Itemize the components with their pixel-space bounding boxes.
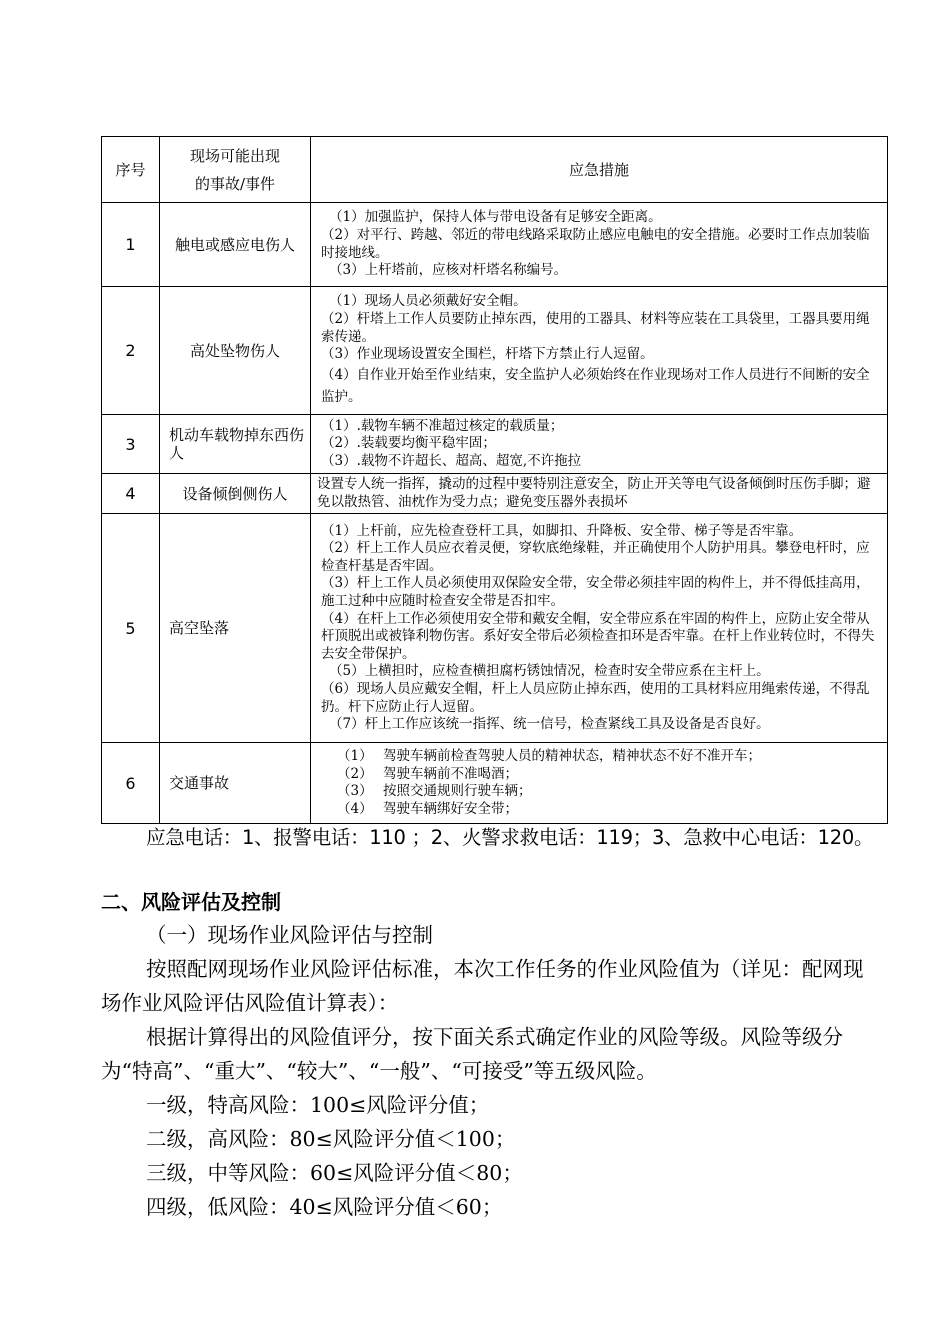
header-event-line2: 的事故/事件: [194, 174, 276, 193]
row-no: 1: [102, 203, 160, 287]
row-measures: [311, 474, 888, 514]
measure-item: （1）加强监护，保持人体与带电设备有足够安全距离。: [329, 209, 662, 226]
measure-item: （2）杆塔上工作人员要防止掉东西，使用的工器具、材料等应装在工具袋里，工器具要用绳索传递。: [321, 310, 870, 345]
table-row: [102, 287, 888, 415]
table-header-row: [102, 137, 888, 203]
row-measures: [311, 203, 888, 287]
table-row: [102, 474, 888, 514]
header-event-line1: 现场可能出现: [189, 146, 280, 165]
row-event: 高处坠物伤人: [160, 287, 311, 415]
table-row: [102, 203, 888, 287]
risk-level-item: 四级，低风险：40≤风险评分值＜60；: [146, 1195, 503, 1219]
row-event: 交通事故: [160, 743, 311, 824]
table-row: [102, 743, 888, 824]
emergency-measures-table: [101, 136, 888, 824]
measure-item: （1）现场人员必须戴好安全帽。: [329, 293, 527, 310]
measure-item: （4）在杆上工作必须使用安全带和戴安全帽，安全带应系在牢固的构件上，应防止安全带从杆顶脱出或被锋利物伤害。系好安全带后必须检查扣环是否牢靠。在杆上作业转位时，不得失去安全带保护。: [321, 610, 875, 662]
measure-text: 驾驶车辆前不准喝酒；: [383, 765, 518, 782]
emergency-phone: 应急电话：1、报警电话：110 ；2、火警求救电话：119；3、急救中心电话：120。: [146, 826, 874, 849]
measure-number: （4）: [337, 800, 373, 817]
measure-number: （3）: [337, 783, 373, 800]
measure-text: 驾驶车辆绑好安全带；: [383, 800, 518, 817]
risk-level-item: 二级，高风险：80≤风险评分值＜100；: [146, 1127, 516, 1151]
row-no: 3: [102, 415, 160, 474]
measure-item: [321, 748, 881, 766]
row-measures: [311, 415, 888, 474]
measure-item: （3）上杆塔前，应核对杆塔名称编号。: [329, 262, 568, 279]
section-title: 二、风险评估及控制: [101, 890, 281, 914]
measure-item: （3）.载物不许超长、超高、超宽,不许拖拉: [321, 452, 582, 469]
measure-item: 设置专人统一指挥，撬动的过程中要特别注意安全，防止开关等电气设备倾倒时压伤手脚；避免以散热管、油枕作为受力点；避免变压器外表损坏: [317, 476, 871, 510]
row-measures: [311, 743, 888, 824]
measure-item: [321, 783, 881, 801]
paragraph: 根据计算得出的风险值评分，按下面关系式确定作业的风险等级。风险等级分为“特高”、“重大”、“较大”、“一般”、“可接受”等五级风险。: [101, 1025, 843, 1083]
row-no: 2: [102, 287, 160, 415]
measure-item: （6）现场人员应戴安全帽，杆上人员应防止掉东西，使用的工具材料应用绳索传递，不得乱扔。杆下应防止行人逗留。: [321, 680, 870, 715]
row-measures: [311, 514, 888, 743]
row-no: 5: [102, 514, 160, 743]
measure-item: （1）.载物车辆不准超过核定的载质量；: [321, 417, 564, 434]
measure-item: （2）杆上工作人员应衣着灵便，穿软底绝缘鞋，并正确使用个人防护用具。攀登电杆时，应检查杆基是否牢固。: [321, 540, 870, 574]
row-event: 高空坠落: [160, 514, 311, 743]
risk-level-item: 三级，中等风险：60≤风险评分值＜80；: [146, 1161, 523, 1185]
row-event: 触电或感应电伤人: [160, 203, 311, 287]
table-row: [102, 514, 888, 743]
measure-item: （3）作业现场设置安全围栏，杆塔下方禁止行人逗留。: [321, 346, 654, 363]
table-row: [102, 415, 888, 474]
measure-item: （5）上横担时，应检查横担腐朽锈蚀情况，检查时安全带应系在主杆上。: [329, 663, 770, 680]
measure-item: [321, 801, 881, 819]
row-no: 6: [102, 743, 160, 824]
measure-item: （3）杆上工作人员必须使用双保险安全带，安全带必须挂牢固的构件上，并不得低挂高用，施工过种中应随时检查安全带是否扣牢。: [321, 575, 870, 609]
measure-text: 按照交通规则行驶车辆；: [383, 783, 532, 800]
row-event: 设备倾倒侧伤人: [160, 474, 311, 514]
row-event: 机动车载物掉东西伤人: [160, 415, 311, 474]
row-no: 4: [102, 474, 160, 514]
measure-number: （1）: [337, 748, 373, 764]
header-event: [160, 137, 311, 203]
header-measures: 应急措施: [311, 137, 888, 203]
measure-item: （2）对平行、跨越、邻近的带电线路采取防止感应电触电的安全措施。必要时工作点加装临时接地线。: [321, 226, 870, 261]
row-measures: [311, 287, 888, 415]
paragraph: 按照配网现场作业风险评估标准，本次工作任务的作业风险值为（详见：配网现场作业风险评估风险值计算表）：: [101, 957, 864, 1015]
measure-item: （7）杆上工作应该统一指挥、统一信号，检查紧线工具及设备是否良好。: [329, 716, 770, 733]
measure-number: （2）: [337, 765, 373, 782]
measure-item: （4）自作业开始至作业结束，安全监护人必须始终在作业现场对工作人员进行不间断的安全监护。: [321, 366, 870, 405]
measure-item: （1）上杆前，应先检查登杆工具，如脚扣、升降板、安全带、梯子等是否牢靠。: [321, 522, 803, 539]
risk-level-item: 一级，特高风险：100≤风险评分值；: [146, 1093, 490, 1117]
measure-text: 驾驶车辆前检查驾驶人员的精神状态，精神状态不好不准开车；: [383, 748, 761, 764]
header-no: 序号: [102, 137, 160, 203]
subsection-title: （一）现场作业风险评估与控制: [146, 923, 433, 947]
measure-item: （2）.装载要均衡平稳牢固；: [321, 435, 496, 452]
measure-item: [321, 766, 881, 784]
